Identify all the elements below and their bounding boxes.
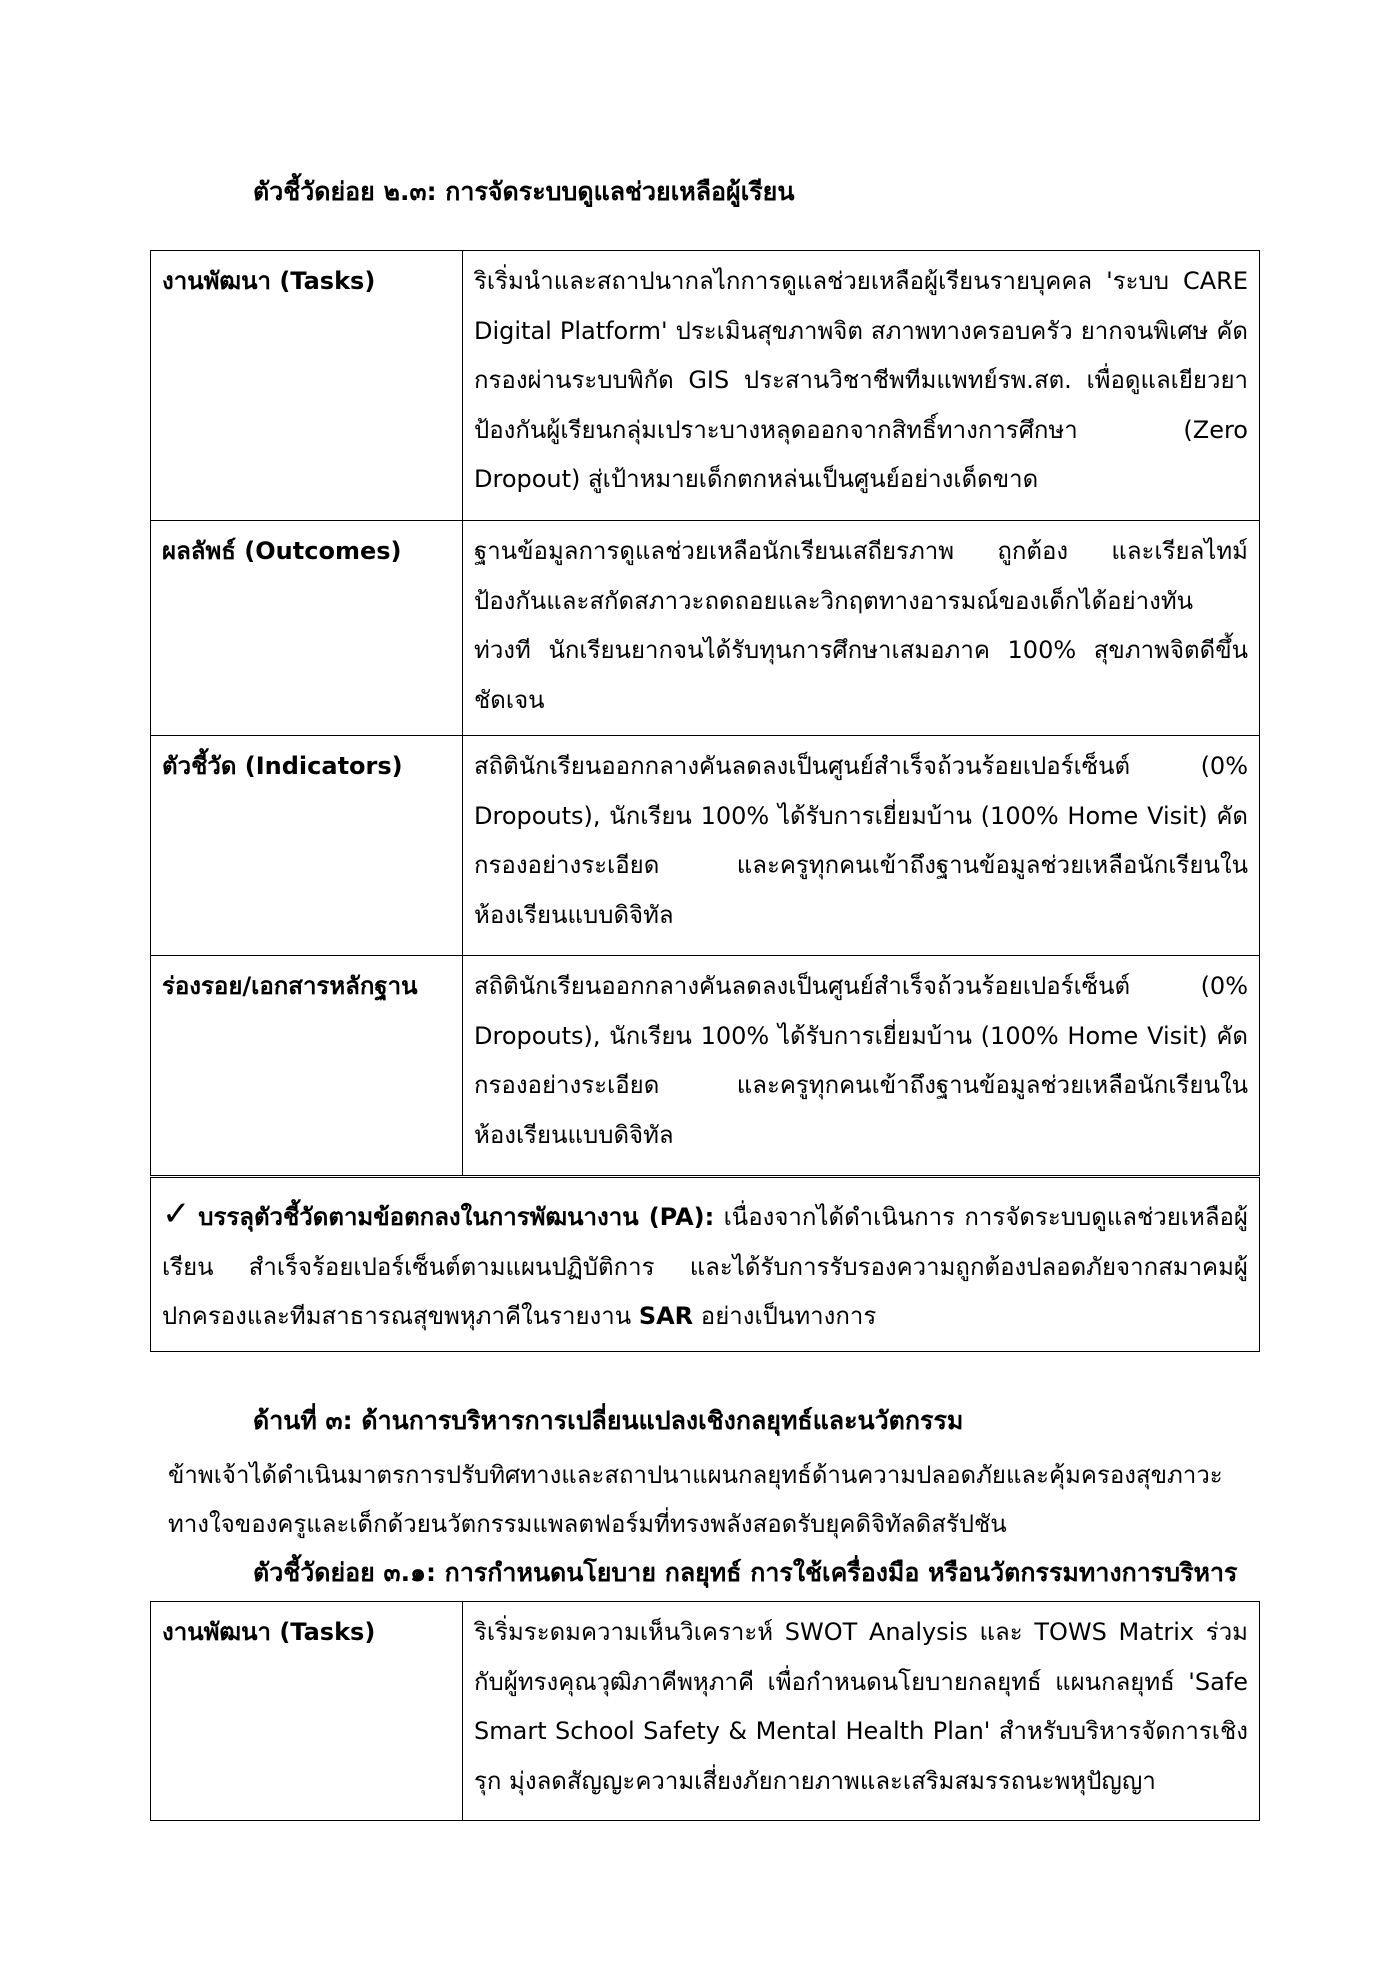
section-2-3-heading: ตัวชี้วัดย่อย ๒.๓: การจัดระบบดูแลช่วยเหลือผู้เรียน [253, 177, 795, 206]
row-content-tasks: ริเริ่มระดมความเห็นวิเคราะห์ SWOT Analysis และ TOWS Matrix ร่วมกับผู้ทรงคุณวุฒิภาคีพหุภาคี เพื่อกำหนดนโยบายกลยุทธ์ แผนกลยุทธ์ 'Safe Smart School Safety & Mental Health Plan' สำหรับบริหารจัดการเชิงรุก มุ่งลดสัญญะความเสี่ยงภัยกายภาพและเสริมสมรรถนะพหุปัญญา [463, 1602, 1260, 1821]
table-row [151, 1602, 1260, 1821]
section-3-1-heading: ตัวชี้วัดย่อย ๓.๑: การกำหนดนโยบาย กลยุทธ์ การใช้เครื่องมือ หรือนวัตกรรมทางการบริหาร [253, 1558, 1238, 1587]
row-content-indicators: สถิตินักเรียนออกกลางคันลดลงเป็นศูนย์สำเร็จถ้วนร้อยเปอร์เซ็นต์ (0% Dropouts), นักเรียน 100% ได้รับการเยี่ยมบ้าน (100% Home Visit) คัดกรองอย่างระเอียด และครูทุกคนเข้าถึงฐานข้อมูลช่วยเหลือนักเรียนในห้องเรียนแบบดิจิทัล [463, 736, 1260, 956]
row-content-tasks: ริเริ่มนำและสถาปนากลไกการดูแลช่วยเหลือผู้เรียนรายบุคคล 'ระบบ CARE Digital Platform' ประเมินสุขภาพจิต สภาพทางครอบครัว ยากจนพิเศษ คัดกรองผ่านระบบพิกัด GIS ประสานวิชาชีพทีมแพทย์รพ.สต. เพื่อดูแลเยียวยา ป้องกันผู้เรียนกลุ่มเปราะบางหลุดออกจากสิทธิ์ทางการศึกษา (Zero Dropout) สู่เป้าหมายเด็กตกหล่นเป็นศูนย์อย่างเด็ดขาด [463, 251, 1260, 521]
section-3-heading: ด้านที่ ๓: ด้านการบริหารการเปลี่ยนแปลงเชิงกลยุทธ์และนวัตกรรม [253, 1406, 964, 1435]
section-3-1-table [150, 1601, 1260, 1821]
pa-text: เนื่องจากได้ดำเนินการ การจัดระบบดูแลช่วยเหลือผู้เรียน สำเร็จร้อยเปอร์เซ็นต์ตามแผนปฏิบัติการ และได้รับการรับรองความถูกต้องปลอดภัยจากสมาคมผู้ปกครองและทีมสาธารณสุขพหุภาคีในรายงาน [162, 1203, 1248, 1330]
pa-label: บรรลุตัวชี้วัดตามข้อตกลงในการพัฒนางาน (PA): [198, 1203, 715, 1231]
row-content-outcomes: ฐานข้อมูลการดูแลช่วยเหลือนักเรียนเสถียรภาพ ถูกต้อง และเรียลไทม์ ป้องกันและสกัดสภาวะถดถอยและวิกฤตทางอารมณ์ของเด็กได้อย่างทันท่วงที นักเรียนยากจนได้รับทุนการศึกษาเสมอภาค 100% สุขภาพจิตดีขึ้นชัดเจน [463, 521, 1260, 736]
row-label-outcomes: ผลลัพธ์ (Outcomes) [151, 521, 463, 736]
table-row [151, 251, 1260, 521]
table-row [151, 736, 1260, 956]
row-label-indicators: ตัวชี้วัด (Indicators) [151, 736, 463, 956]
table-row [151, 956, 1260, 1176]
check-mark-icon: ✓ [162, 1194, 193, 1234]
table-row [151, 521, 1260, 736]
pa-tail: อย่างเป็นทางการ [700, 1302, 877, 1330]
row-label-tasks: งานพัฒนา (Tasks) [151, 251, 463, 521]
pa-achievement-box [150, 1177, 1260, 1352]
row-label-evidence: ร่องรอย/เอกสารหลักฐาน [151, 956, 463, 1176]
sar-label: SAR [638, 1302, 694, 1330]
section-2-3-table [150, 250, 1260, 1176]
row-content-evidence: สถิตินักเรียนออกกลางคันลดลงเป็นศูนย์สำเร็จถ้วนร้อยเปอร์เซ็นต์ (0% Dropouts), นักเรียน 100% ได้รับการเยี่ยมบ้าน (100% Home Visit) คัดกรองอย่างระเอียด และครูทุกคนเข้าถึงฐานข้อมูลช่วยเหลือนักเรียนในห้องเรียนแบบดิจิทัล [463, 956, 1260, 1176]
row-label-tasks: งานพัฒนา (Tasks) [151, 1602, 463, 1821]
section-3-paragraph: ข้าพเจ้าได้ดำเนินมาตรการปรับทิศทางและสถาปนาแผนกลยุทธ์ด้านความปลอดภัยและคุ้มครองสุขภาวะทางใจของครูและเด็กด้วยนวัตกรรมแพลตฟอร์มที่ทรงพลังสอดรับยุคดิจิทัลดิสรัปชัน [168, 1461, 1223, 1538]
